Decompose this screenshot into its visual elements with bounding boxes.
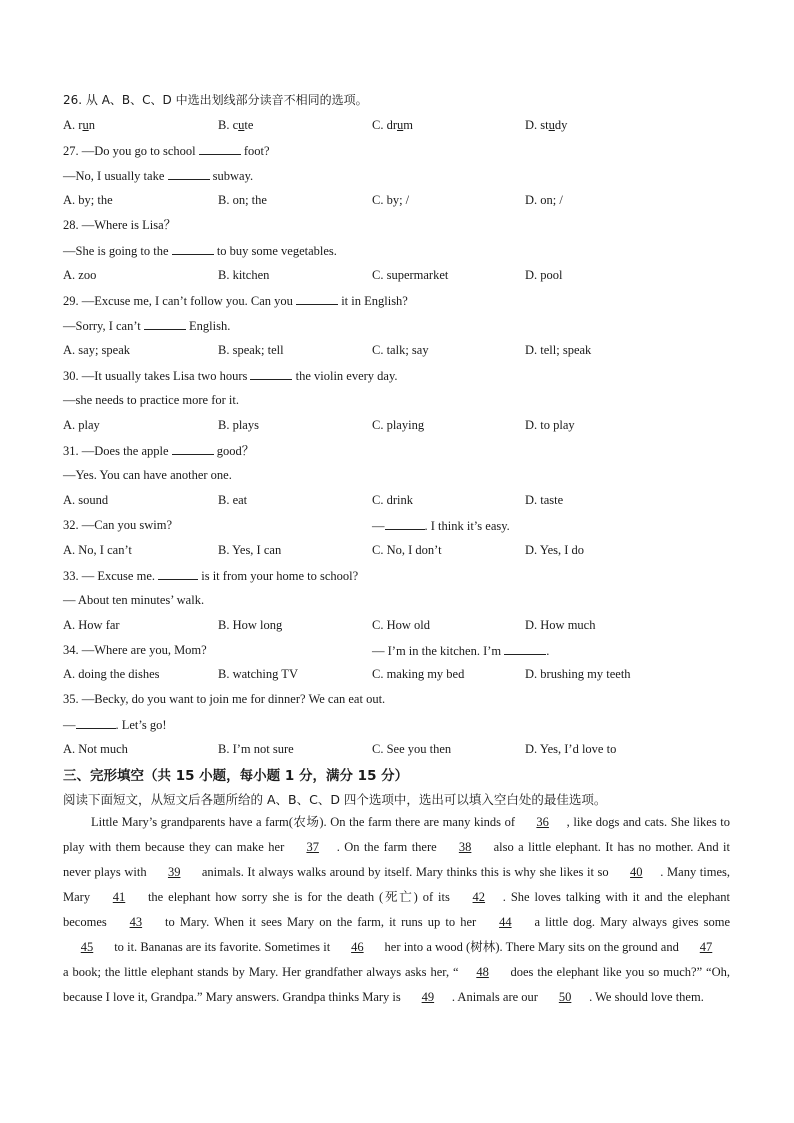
q31-answer: —Yes. You can have another one. — [63, 468, 232, 482]
cloze-blank-48[interactable]: 48 — [476, 965, 489, 979]
answer-blank[interactable] — [76, 716, 116, 729]
q34-question: 34. —Where are you, Mom? — [63, 643, 207, 657]
answer-blank[interactable] — [168, 167, 210, 180]
q34-option-c[interactable]: C. making my bed — [372, 667, 465, 681]
answer-blank[interactable] — [385, 517, 425, 530]
q29-option-d[interactable]: D. tell; speak — [525, 343, 592, 357]
q34-option-b[interactable]: B. watching TV — [218, 667, 298, 681]
cloze-blank-47[interactable]: 47 — [699, 940, 713, 954]
q34-option-a[interactable]: A. doing the dishes — [63, 667, 160, 681]
q27-option-a[interactable]: A. by; the — [63, 193, 113, 207]
cloze-blank-38[interactable]: 38 — [458, 840, 472, 854]
q34-answer: — I’m in the kitchen. I’m . — [372, 644, 550, 658]
answer-blank[interactable] — [172, 442, 214, 455]
q31-option-c[interactable]: C. drink — [372, 493, 413, 507]
q33-option-c[interactable]: C. How old — [372, 618, 430, 632]
q26-stem: 26. 从 A、B、C、D 中选出划线部分读音不相同的选项。 — [63, 93, 368, 107]
q32-option-d[interactable]: D. Yes, I do — [525, 543, 585, 557]
cloze-blank-46[interactable]: 46 — [351, 940, 364, 954]
cloze-passage: Little Mary’s grandparents have a farm(农场). On the farm there are many kinds of 36 , like dogs and cats. She likes to play with them because they can make her 37 . On the farm there 38 also a little elephant. It has no mother. And it never plays with 39 animals. It always walks around by itself. Mary thinks this is why she likes it so 40 . Many times, Mary 41 the elephant how sorry she is for the death (死亡) of its 42 . She loves talking with it and the elephant becomes 43 to Mary. When it sees Mary on the farm, it runs up to her 44 a little dog. Mary always gives some 45 to it. Bananas are its favorite. Sometimes it 46 her into a wood (树林). There Mary sits on the ground and 47 a book; the little elephant stands by Mary. Her grandfather always asks her, “ 48 does the elephant like you so much?” “Oh, because I love it, Grandpa.” Mary answers. Grandpa thinks Mary is 49 . Animals are our 50 . We should love them. — [63, 810, 730, 1010]
q28-option-a[interactable]: A. zoo — [63, 268, 97, 282]
q29-option-b[interactable]: B. speak; tell — [218, 343, 284, 357]
q33-options — [63, 617, 743, 633]
q33-answer: — About ten minutes’ walk. — [63, 593, 205, 607]
answer-blank[interactable] — [296, 292, 338, 305]
q30-options — [63, 417, 743, 433]
q26-option-d[interactable]: D. study — [525, 118, 568, 132]
q35-option-d[interactable]: D. Yes, I’d love to — [525, 742, 617, 756]
cloze-blank-37[interactable]: 37 — [306, 840, 319, 854]
q32-options — [63, 542, 743, 558]
q28-question: 28. —Where is Lisa？ — [63, 218, 177, 232]
answer-blank[interactable] — [250, 367, 292, 380]
q31-option-a[interactable]: A. sound — [63, 493, 109, 507]
q29-options — [63, 342, 743, 358]
q27-option-b[interactable]: B. on; the — [218, 193, 267, 207]
q29-option-c[interactable]: C. talk; say — [372, 343, 429, 357]
section-heading: 三、完形填空（共 15 小题，每小题 1 分，满分 15 分） — [63, 768, 409, 784]
q34-options — [63, 666, 743, 682]
cloze-blank-49[interactable]: 49 — [421, 990, 435, 1004]
q28-option-d[interactable]: D. pool — [525, 268, 563, 282]
q34-option-d[interactable]: D. brushing my teeth — [525, 667, 631, 681]
q31-option-d[interactable]: D. taste — [525, 493, 564, 507]
cloze-blank-44[interactable]: 44 — [499, 915, 512, 929]
q35-question: 35. —Becky, do you want to join me for dinner? We can eat out. — [63, 692, 386, 706]
q35-options — [63, 741, 743, 757]
q35-answer: — . Let’s go! — [63, 718, 167, 732]
q27-option-d[interactable]: D. on; / — [525, 193, 563, 207]
q27-question: 27. —Do you go to school foot? — [63, 144, 270, 158]
q35-option-b[interactable]: B. I’m not sure — [218, 742, 294, 756]
q30-question: 30. —It usually takes Lisa two hours the violin every day. — [63, 369, 398, 383]
q33-option-b[interactable]: B. How long — [218, 618, 283, 632]
q28-option-c[interactable]: C. supermarket — [372, 268, 449, 282]
q28-answer: —She is going to the to buy some vegetables. — [63, 244, 337, 258]
answer-blank[interactable] — [199, 142, 241, 155]
q26-option-a[interactable]: A. run — [63, 118, 95, 132]
cloze-blank-45[interactable]: 45 — [80, 940, 94, 954]
q28-options — [63, 267, 743, 283]
q33-option-d[interactable]: D. How much — [525, 618, 596, 632]
q29-option-a[interactable]: A. say; speak — [63, 343, 130, 357]
q30-option-a[interactable]: A. play — [63, 418, 100, 432]
q30-answer: —she needs to practice more for it. — [63, 393, 239, 407]
section-instruction: 阅读下面短文，从短文后各题所给的 A、B、C、D 四个选项中，选出可以填入空白处的最佳选项。 — [63, 792, 607, 807]
cloze-blank-41[interactable]: 41 — [112, 890, 126, 904]
q28-option-b[interactable]: B. kitchen — [218, 268, 270, 282]
q32-answer: — . I think it’s easy. — [372, 519, 510, 533]
q35-option-a[interactable]: A. Not much — [63, 742, 128, 756]
cloze-blank-50[interactable]: 50 — [558, 990, 572, 1004]
q32-question: 32. —Can you swim? — [63, 518, 173, 532]
answer-blank[interactable] — [504, 642, 546, 655]
q26-option-c[interactable]: C. drum — [372, 118, 413, 132]
cloze-blank-42[interactable]: 42 — [472, 890, 486, 904]
q35-option-c[interactable]: C. See you then — [372, 742, 452, 756]
cloze-blank-39[interactable]: 39 — [167, 865, 181, 879]
q33-option-a[interactable]: A. How far — [63, 618, 120, 632]
q33-question: 33. — Excuse me. is it from your home to school? — [63, 569, 359, 583]
q27-option-c[interactable]: C. by; / — [372, 193, 410, 207]
q31-options — [63, 492, 743, 508]
cloze-blank-43[interactable]: 43 — [129, 915, 143, 929]
q27-options — [63, 192, 743, 208]
q30-option-b[interactable]: B. plays — [218, 418, 259, 432]
q31-question: 31. —Does the apple good？ — [63, 444, 255, 458]
q31-option-b[interactable]: B. eat — [218, 493, 248, 507]
q30-option-d[interactable]: D. to play — [525, 418, 575, 432]
q32-option-c[interactable]: C. No, I don’t — [372, 543, 442, 557]
q32-option-b[interactable]: B. Yes, I can — [218, 543, 282, 557]
q27-answer: —No, I usually take subway. — [63, 169, 254, 183]
q26-options — [63, 117, 743, 133]
q32-option-a[interactable]: A. No, I can’t — [63, 543, 132, 557]
cloze-blank-36[interactable]: 36 — [536, 815, 549, 829]
cloze-blank-40[interactable]: 40 — [630, 865, 643, 879]
answer-blank[interactable] — [144, 317, 186, 330]
q29-question: 29. —Excuse me, I can’t follow you. Can you it in English? — [63, 294, 408, 308]
answer-blank[interactable] — [158, 567, 198, 580]
q30-option-c[interactable]: C. playing — [372, 418, 425, 432]
q29-answer: —Sorry, I can’t English. — [63, 319, 231, 333]
answer-blank[interactable] — [172, 242, 214, 255]
q26-option-b[interactable]: B. cute — [218, 118, 254, 132]
